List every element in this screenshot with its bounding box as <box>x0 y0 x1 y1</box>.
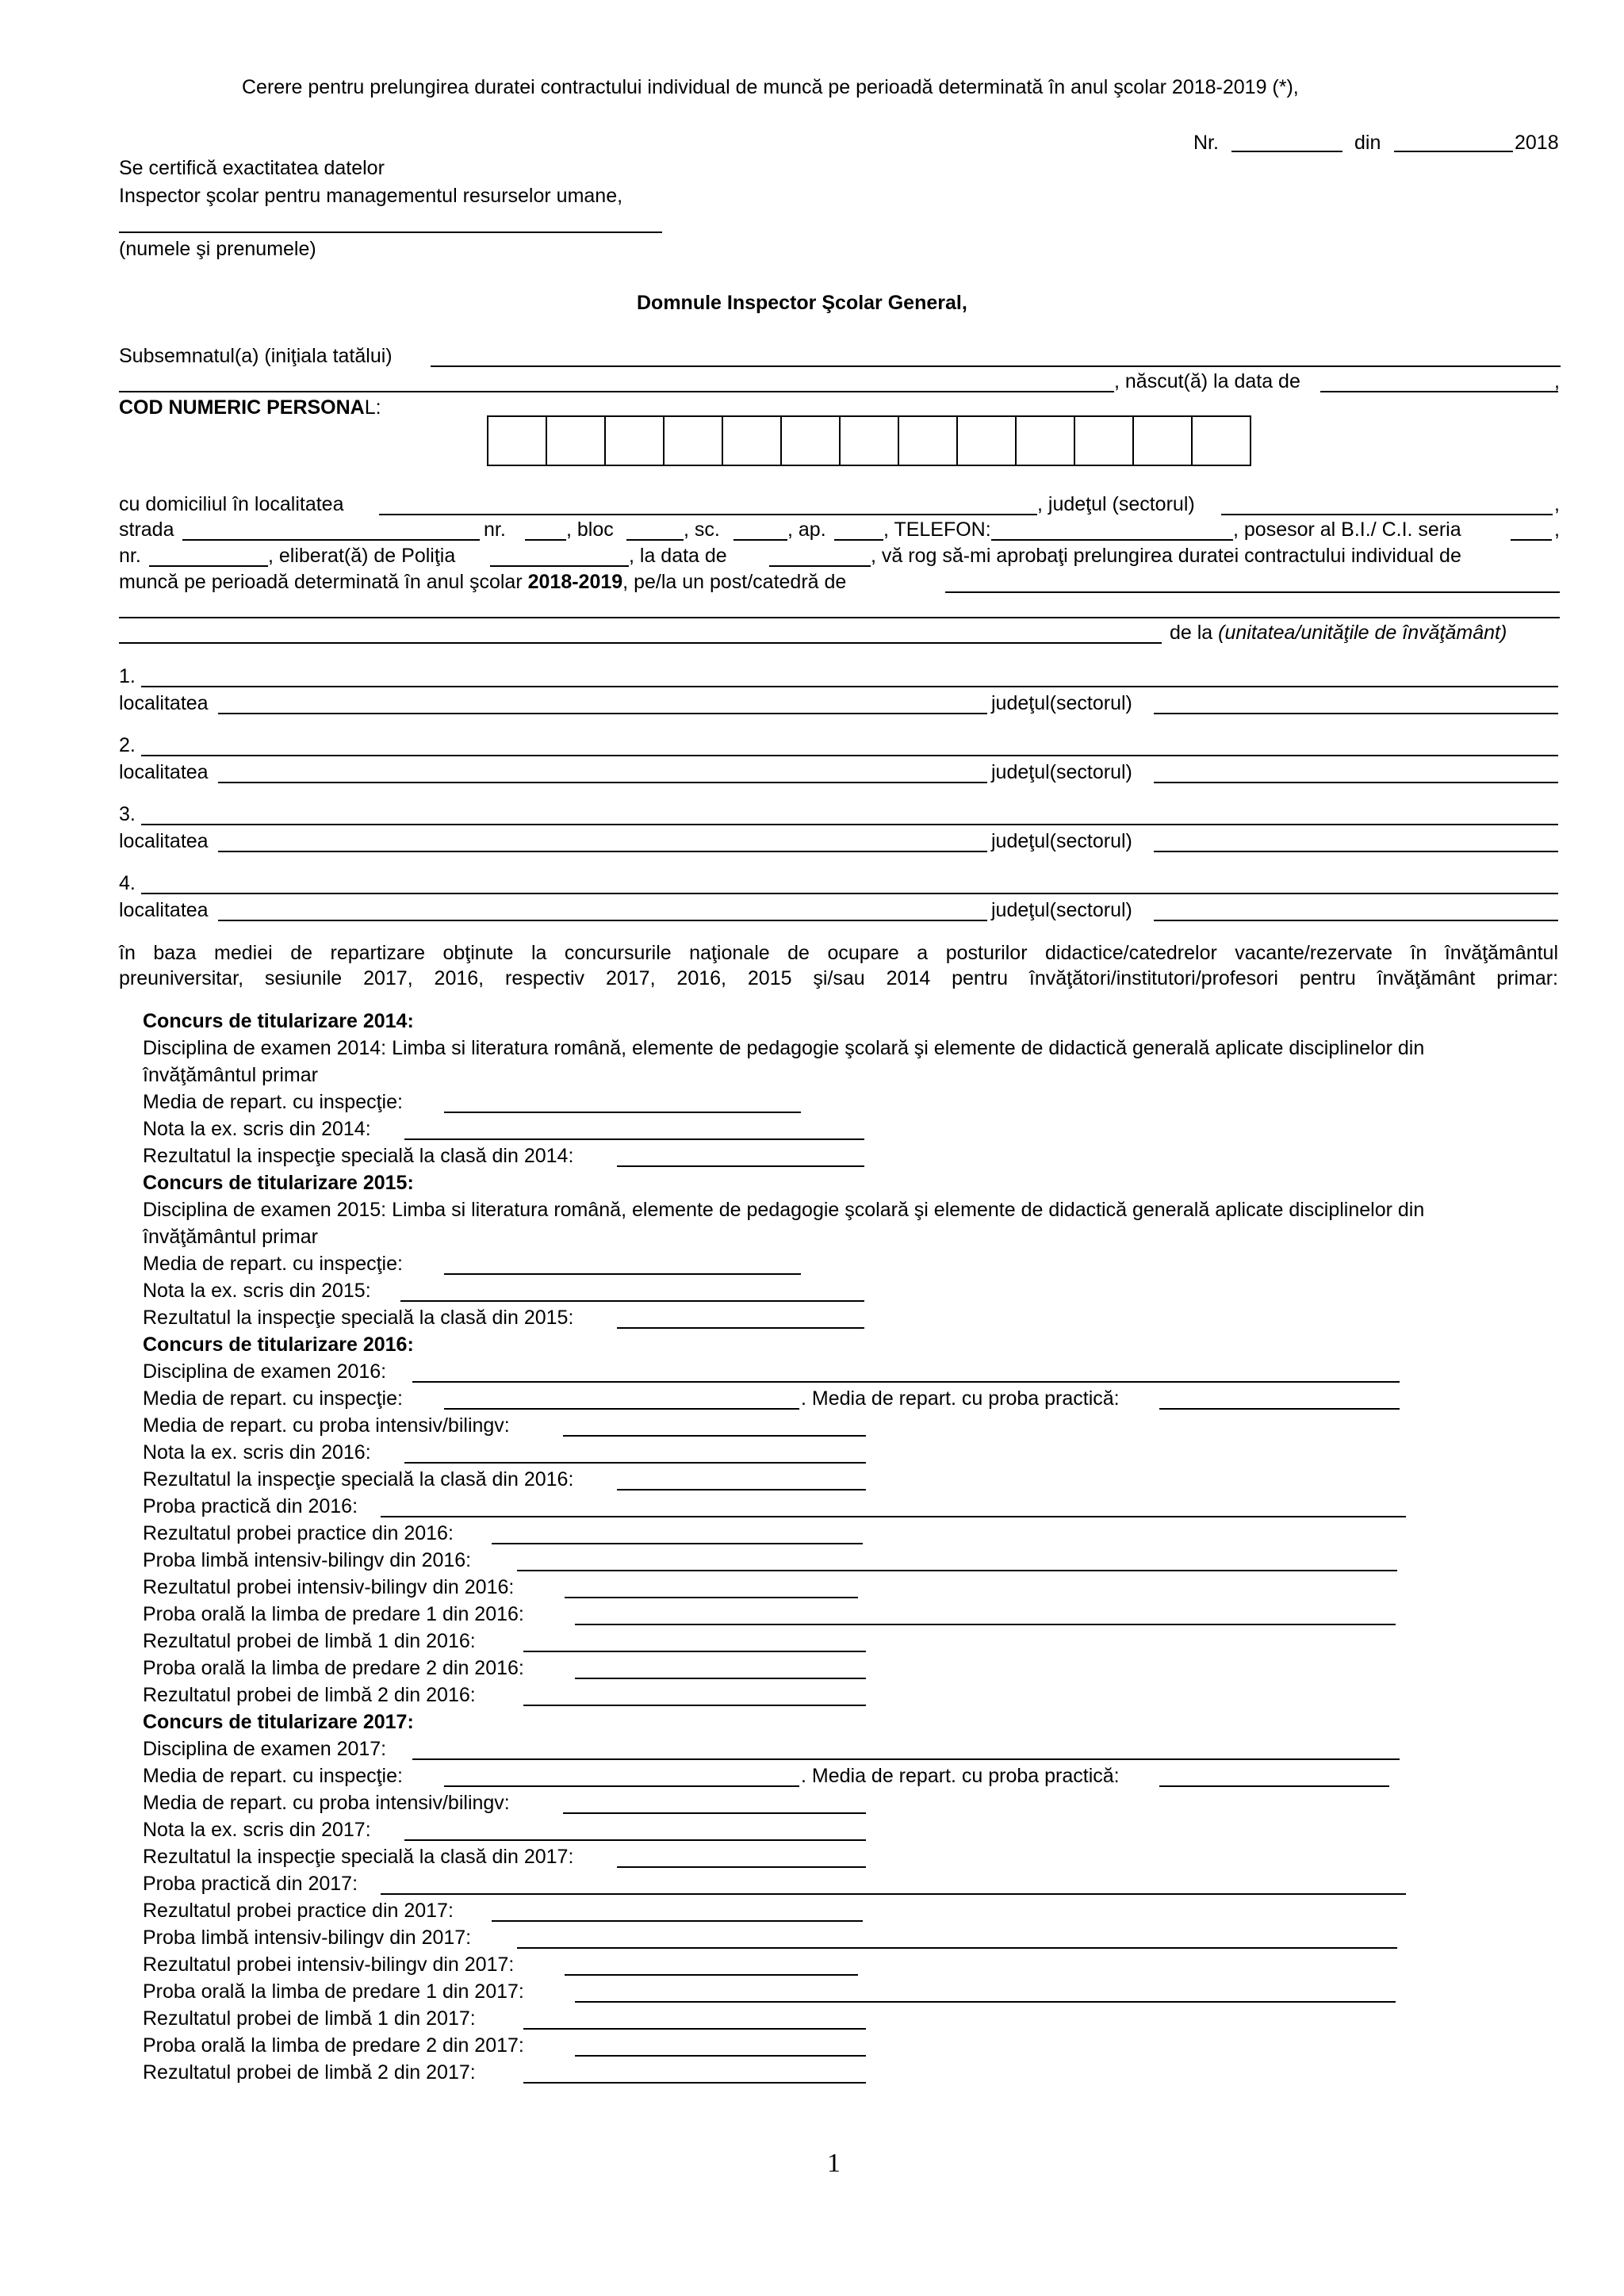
unit-county-label: judeţul(sectorul) <box>991 692 1132 714</box>
cnp-digit-box[interactable] <box>606 417 665 465</box>
document-title: Cerere pentru prelungirea duratei contractului individual de muncă pe perioadă determinată în anul şcolar 2018-2019 (*), <box>242 76 1299 98</box>
rezultat-intensiv-field[interactable] <box>565 1597 858 1598</box>
media-field[interactable] <box>444 1112 801 1113</box>
unit-name-field[interactable] <box>141 893 1558 894</box>
rezultat-label: Rezultatul la inspecţie specială la clasă din 2015: <box>143 1307 574 1329</box>
discipline-2014: Disciplina de examen 2014: Limba si literatura română, elemente de pedagogie şcolară şi elemente de didactică generală aplicate disciplinelor din <box>143 1037 1425 1059</box>
date-field[interactable] <box>1394 151 1513 152</box>
request-text: , vă rog să-mi aprobaţi prelungirea duratei contractului individual de <box>871 545 1461 567</box>
din-label: din <box>1354 132 1381 154</box>
inspector-title: Inspector şcolar pentru managementul resurselor umane, <box>119 185 623 207</box>
nota-label: Nota la ex. scris din 2014: <box>143 1118 371 1140</box>
unit-county-field[interactable] <box>1154 851 1558 852</box>
bloc-field[interactable] <box>626 539 684 541</box>
rezultat-label: Rezultatul la inspecţie specială la clasă din 2017: <box>143 1846 574 1868</box>
unit-locality-field[interactable] <box>218 920 987 921</box>
discipline-2015: Disciplina de examen 2015: Limba si literatura română, elemente de pedagogie şcolară şi elemente de didactică generală aplicate disciplinelor din <box>143 1199 1425 1221</box>
cnp-digit-box[interactable] <box>1134 417 1193 465</box>
rezultat-field[interactable] <box>617 1866 866 1868</box>
cnp-label: COD NUMERIC PERSONAL: <box>119 396 381 419</box>
media-label: Media de repart. cu inspecţie: <box>143 1253 403 1275</box>
cnp-digit-box[interactable] <box>958 417 1017 465</box>
post-field[interactable] <box>945 591 1560 593</box>
la-data-label: , la data de <box>629 545 727 567</box>
unit-locality-field[interactable] <box>218 851 987 852</box>
proba-orala1-label: Proba orală la limba de predare 1 din 2016: <box>143 1603 524 1625</box>
proba-orala1-label: Proba orală la limba de predare 1 din 2017: <box>143 1980 524 2003</box>
unit-number: 2. <box>119 734 136 756</box>
basis-text-line1: în baza mediei de repartizare obţinute la concursurile naţionale de ocupare a posturilor didactice/catedrelor vacante/rezervate în învăţământul <box>119 942 1558 964</box>
cnp-digit-box[interactable] <box>841 417 899 465</box>
bloc-label: , bloc <box>566 519 614 541</box>
posesor-label: , posesor al B.I./ C.I. seria <box>1233 519 1461 541</box>
number-field[interactable] <box>525 539 566 541</box>
unit-county-field[interactable] <box>1154 713 1558 714</box>
unit-locality-label: localitatea <box>119 899 209 921</box>
cnp-digit-box[interactable] <box>1017 417 1075 465</box>
unit-name-field[interactable] <box>141 824 1558 825</box>
nascut-label: , născut(ă) la data de <box>1114 370 1300 392</box>
rezultat-limba2-field[interactable] <box>523 2082 866 2084</box>
rezultat-label: Rezultatul la inspecţie specială la clasă din 2014: <box>143 1145 574 1167</box>
rezultat-practica-field[interactable] <box>492 1920 863 1922</box>
subsemnatul-label: Subsemnatul(a) (iniţiala tatălui) <box>119 345 393 367</box>
proba-orala2-label: Proba orală la limba de predare 2 din 2017: <box>143 2034 524 2057</box>
unit-number: 4. <box>119 872 136 894</box>
comma: , <box>1554 519 1560 541</box>
salutation: Domnule Inspector Şcolar General, <box>637 292 967 314</box>
nr2-label: nr. <box>119 545 141 567</box>
contest-2015-title: Concurs de titularizare 2015: <box>143 1172 414 1194</box>
comma: , <box>1554 493 1560 515</box>
nr-field[interactable] <box>1231 151 1342 152</box>
cnp-digit-box[interactable] <box>782 417 841 465</box>
eliberat-label: , eliberat(ă) de Poliţia <box>268 545 456 567</box>
contest-2014-title: Concurs de titularizare 2014: <box>143 1010 414 1032</box>
unit-county-field[interactable] <box>1154 782 1558 783</box>
unit-locality-field[interactable] <box>218 782 987 783</box>
nota-field[interactable] <box>404 1138 864 1140</box>
telefon-label: , TELEFON: <box>883 519 991 541</box>
cnp-digit-box[interactable] <box>1075 417 1134 465</box>
inspector-name-field[interactable] <box>119 232 662 233</box>
proba-orala2-label: Proba orală la limba de predare 2 din 2016: <box>143 1657 524 1679</box>
unit-number: 3. <box>119 803 136 825</box>
cnp-digit-box[interactable] <box>1193 417 1250 465</box>
discipline-2014-cont: învăţământul primar <box>143 1064 318 1086</box>
rezultat-limba1-label: Rezultatul probei de limbă 1 din 2016: <box>143 1630 476 1652</box>
post-field-continued[interactable] <box>119 642 1162 644</box>
cnp-digit-box[interactable] <box>547 417 606 465</box>
proba-practica-field[interactable] <box>381 1893 1406 1895</box>
nota-label: Nota la ex. scris din 2017: <box>143 1819 371 1841</box>
proba-orala1-field[interactable] <box>575 1624 1396 1625</box>
media-intensiv-field[interactable] <box>563 1812 866 1814</box>
rezultat-practica-label: Rezultatul probei practice din 2017: <box>143 1900 454 1922</box>
media-practica-field[interactable] <box>1159 1785 1389 1787</box>
certification-line: Se certifică exactitatea datelor <box>119 157 385 179</box>
name-field-continued[interactable] <box>119 391 1114 392</box>
cnp-digit-box[interactable] <box>899 417 958 465</box>
proba-orala1-field[interactable] <box>575 2001 1396 2003</box>
proba-limba-label: Proba limbă intensiv-bilingv din 2017: <box>143 1927 472 1949</box>
unit-county-field[interactable] <box>1154 920 1558 921</box>
rezultat-field[interactable] <box>617 1327 864 1329</box>
contest-2017-title: Concurs de titularizare 2017: <box>143 1711 414 1733</box>
unit-locality-label: localitatea <box>119 761 209 783</box>
proba-limba-field[interactable] <box>517 1570 1397 1571</box>
cnp-digit-box[interactable] <box>723 417 782 465</box>
media-field[interactable] <box>444 1408 799 1410</box>
birth-date-field[interactable] <box>1320 391 1558 392</box>
proba-practica-field[interactable] <box>381 1516 1406 1517</box>
unit-locality-label: localitatea <box>119 692 209 714</box>
rezultat-limba1-field[interactable] <box>523 1651 866 1652</box>
media-practica-label: . Media de repart. cu proba practică: <box>801 1387 1120 1410</box>
phone-field[interactable] <box>991 539 1233 541</box>
proba-limba-label: Proba limbă intensiv-bilingv din 2016: <box>143 1549 472 1571</box>
nr-label: Nr. <box>1193 132 1219 154</box>
basis-text-line2: preuniversitar, sesiunile 2017, 2016, respectiv 2017, 2016, 2015 şi/sau 2014 pentru învăţători/institutori/profesori pentru învăţământ primar: <box>119 967 1558 989</box>
rezultat-limba1-label: Rezultatul probei de limbă 1 din 2017: <box>143 2007 476 2030</box>
media-intensiv-label: Media de repart. cu proba intensiv/bilingv: <box>143 1792 510 1814</box>
contract-text: muncă pe perioadă determinată în anul şcolar 2018-2019, pe/la un post/catedră de <box>119 571 847 593</box>
unit-name-field[interactable] <box>141 755 1558 756</box>
unit-county-label: judeţul(sectorul) <box>991 761 1132 783</box>
rezultat-intensiv-field[interactable] <box>565 1974 858 1976</box>
rezultat-field[interactable] <box>617 1165 864 1167</box>
sc-field[interactable] <box>733 539 787 541</box>
police-field[interactable] <box>490 565 629 567</box>
dela-label: de la (unitatea/unităţile de învăţământ) <box>1170 622 1507 644</box>
media-label: Media de repart. cu inspecţie: <box>143 1091 403 1113</box>
rezultat-field[interactable] <box>617 1489 866 1490</box>
proba-orala2-field[interactable] <box>575 1678 866 1679</box>
rezultat-limba2-label: Rezultatul probei de limbă 2 din 2017: <box>143 2061 476 2084</box>
cnp-boxes[interactable] <box>487 415 1251 466</box>
county-field[interactable] <box>1221 514 1553 515</box>
contest-2016-title: Concurs de titularizare 2016: <box>143 1334 414 1356</box>
unit-locality-label: localitatea <box>119 830 209 852</box>
unit-county-label: judeţul(sectorul) <box>991 830 1132 852</box>
media-field[interactable] <box>444 1785 799 1787</box>
cnp-digit-box[interactable] <box>665 417 723 465</box>
discipline-field[interactable] <box>412 1758 1400 1760</box>
ap-field[interactable] <box>834 539 883 541</box>
media-practica-field[interactable] <box>1159 1408 1400 1410</box>
nota-field[interactable] <box>400 1300 864 1302</box>
name-hint: (numele şi prenumele) <box>119 238 316 260</box>
rezultat-intensiv-label: Rezultatul probei intensiv-bilingv din 2016: <box>143 1576 515 1598</box>
judet-label: , judeţul (sectorul) <box>1037 493 1195 515</box>
street-field[interactable] <box>182 539 480 541</box>
page-number: 1 <box>827 2149 841 2178</box>
nota-field[interactable] <box>404 1462 866 1464</box>
unit-locality-field[interactable] <box>218 713 987 714</box>
discipline-2015-cont: învăţământul primar <box>143 1226 318 1248</box>
unit-county-label: judeţul(sectorul) <box>991 899 1132 921</box>
nota-field[interactable] <box>404 1839 866 1841</box>
rezultat-practica-label: Rezultatul probei practice din 2016: <box>143 1522 454 1544</box>
unit-number: 1. <box>119 665 136 687</box>
proba-practica-label: Proba practică din 2016: <box>143 1495 358 1517</box>
rezultat-intensiv-label: Rezultatul probei intensiv-bilingv din 2017: <box>143 1954 515 1976</box>
id-number-field[interactable] <box>149 565 268 567</box>
issue-date-field[interactable] <box>769 565 871 567</box>
proba-orala2-field[interactable] <box>575 2055 866 2057</box>
domiciliu-label: cu domiciliul în localitatea <box>119 493 344 515</box>
media-intensiv-field[interactable] <box>563 1435 866 1437</box>
strada-label: strada <box>119 519 174 541</box>
discipline-field[interactable] <box>412 1381 1400 1383</box>
media-label: Media de repart. cu inspecţie: <box>143 1387 403 1410</box>
id-series-field[interactable] <box>1511 539 1552 541</box>
comma: , <box>1554 370 1560 392</box>
media-field[interactable] <box>444 1273 801 1275</box>
nr-label: nr. <box>484 519 506 541</box>
media-label: Media de repart. cu inspecţie: <box>143 1765 403 1787</box>
rezultat-practica-field[interactable] <box>492 1543 863 1544</box>
ap-label: , ap. <box>787 519 826 541</box>
cnp-digit-box[interactable] <box>488 417 547 465</box>
year-label: 2018 <box>1515 132 1559 154</box>
name-field[interactable] <box>431 365 1561 367</box>
nota-label: Nota la ex. scris din 2016: <box>143 1441 371 1464</box>
media-practica-label: . Media de repart. cu proba practică: <box>801 1765 1120 1787</box>
locality-field[interactable] <box>379 514 1037 515</box>
proba-limba-field[interactable] <box>517 1947 1397 1949</box>
proba-practica-label: Proba practică din 2017: <box>143 1873 358 1895</box>
sc-label: , sc. <box>684 519 720 541</box>
nota-label: Nota la ex. scris din 2015: <box>143 1280 371 1302</box>
media-intensiv-label: Media de repart. cu proba intensiv/bilingv: <box>143 1414 510 1437</box>
discipline-label: Disciplina de examen 2016: <box>143 1360 387 1383</box>
rezultat-label: Rezultatul la inspecţie specială la clasă din 2016: <box>143 1468 574 1490</box>
post-field-continued[interactable] <box>119 617 1560 618</box>
rezultat-limba2-label: Rezultatul probei de limbă 2 din 2016: <box>143 1684 476 1706</box>
unit-name-field[interactable] <box>141 686 1558 687</box>
discipline-label: Disciplina de examen 2017: <box>143 1738 387 1760</box>
rezultat-limba2-field[interactable] <box>523 1705 866 1706</box>
rezultat-limba1-field[interactable] <box>523 2028 866 2030</box>
